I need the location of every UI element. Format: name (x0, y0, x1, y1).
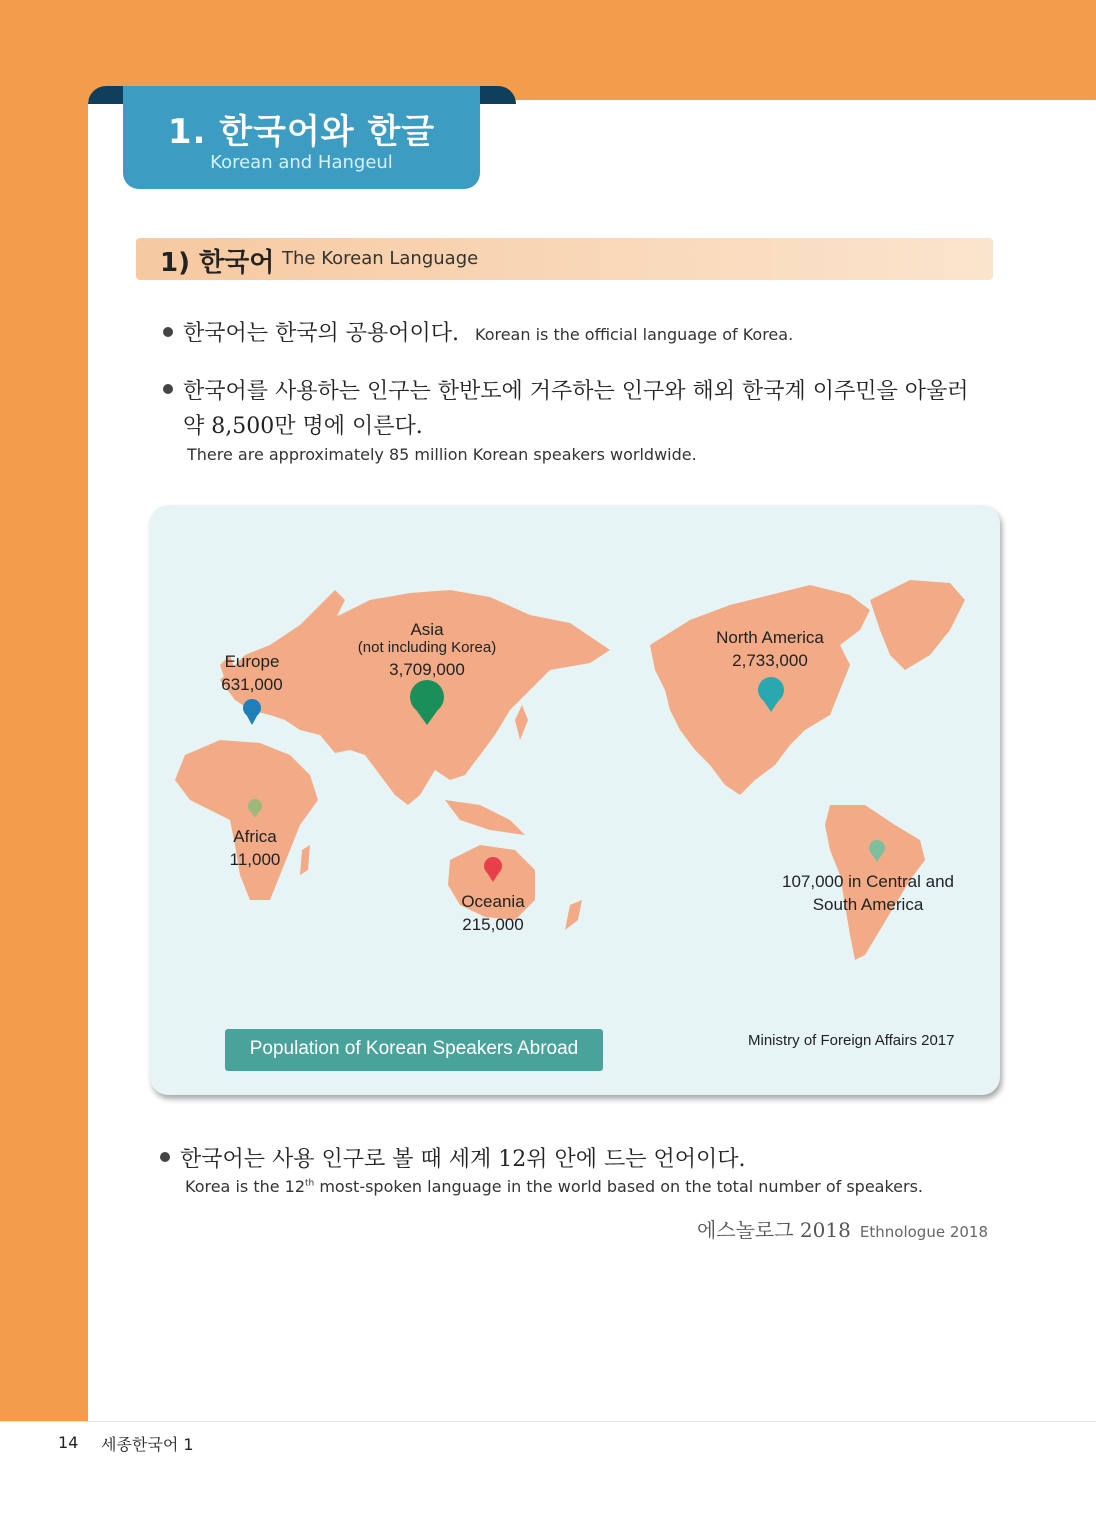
label-north-america-name: North America (716, 628, 824, 647)
greenland-land (870, 580, 965, 670)
bullet-2-en: There are approximately 85 million Korean speakers worldwide. (187, 445, 697, 464)
bullet-3-en-post: most-spoken language in the world based on the total number of speakers. (314, 1177, 924, 1196)
chapter-title-tab (123, 86, 480, 189)
label-north-america-count: 2,733,000 (732, 651, 808, 670)
bullet-dot (163, 327, 173, 337)
label-africa-name: Africa (233, 827, 277, 846)
bullet-2-ko-line1: 한국어를 사용하는 인구는 한반도에 거주하는 인구와 해외 한국계 이주민을 아울러 (183, 379, 969, 404)
bullet-3-en-sup: th (305, 1178, 315, 1189)
section-header (136, 238, 993, 280)
label-south-america-line1: 107,000 in Central and (781, 872, 955, 891)
label-south-america-line2: South America (812, 895, 924, 914)
world-map (150, 505, 1000, 1095)
sea-islands-land (445, 800, 525, 835)
label-asia-count: 3,709,000 (389, 660, 465, 679)
label-europe-name: Europe (224, 652, 280, 671)
map-legend-box (225, 1029, 603, 1071)
left-border (0, 0, 88, 1422)
bullet-dot (163, 384, 173, 394)
bullet-1-ko: 한국어는 한국의 공용어이다. (183, 321, 460, 346)
map-legend-title: Population of Korean Speakers Abroad (249, 1038, 579, 1059)
label-asia-note: (not including Korea) (357, 639, 497, 656)
section-title-ko: 1) 한국어 (160, 248, 275, 278)
madagascar-land (300, 845, 310, 875)
pin-europe-tail (246, 714, 258, 725)
bullet-2-ko-line2: 약 8,500만 명에 이른다. (183, 414, 423, 439)
new-zealand-land (565, 900, 582, 930)
footer-divider (0, 1421, 1096, 1422)
section-title-en: The Korean Language (282, 248, 479, 269)
chapter-title: 1. 한국어와 한글 (167, 112, 436, 152)
pin-europe (243, 699, 261, 725)
map-source: Ministry of Foreign Affairs 2017 (748, 1032, 955, 1049)
citation-en: Ethnologue 2018 (859, 1223, 988, 1241)
label-oceania-count: 215,000 (462, 915, 524, 934)
japan-land (515, 705, 528, 740)
label-asia-name: Asia (410, 620, 444, 639)
bullet-3-en (185, 1177, 923, 1196)
citation-ko: 에스놀로그 2018 (696, 1218, 851, 1242)
africa-land (175, 740, 318, 900)
book-title: 세종한국어 1 (101, 1435, 194, 1454)
bullet-3-en-pre: Korea is the 12 (185, 1177, 306, 1196)
bullet-dot (160, 1152, 170, 1162)
label-europe-count: 631,000 (221, 675, 283, 694)
chapter-subtitle: Korean and Hangeul (210, 152, 393, 173)
bullet-1-en: Korean is the official language of Korea. (475, 325, 794, 344)
bullet-3-ko: 한국어는 사용 인구로 볼 때 세계 12위 안에 드는 언어이다. (180, 1147, 746, 1172)
label-oceania-name: Oceania (461, 892, 525, 911)
citation (697, 1214, 988, 1243)
page-number: 14 (58, 1433, 79, 1452)
label-africa-count: 11,000 (229, 850, 281, 869)
